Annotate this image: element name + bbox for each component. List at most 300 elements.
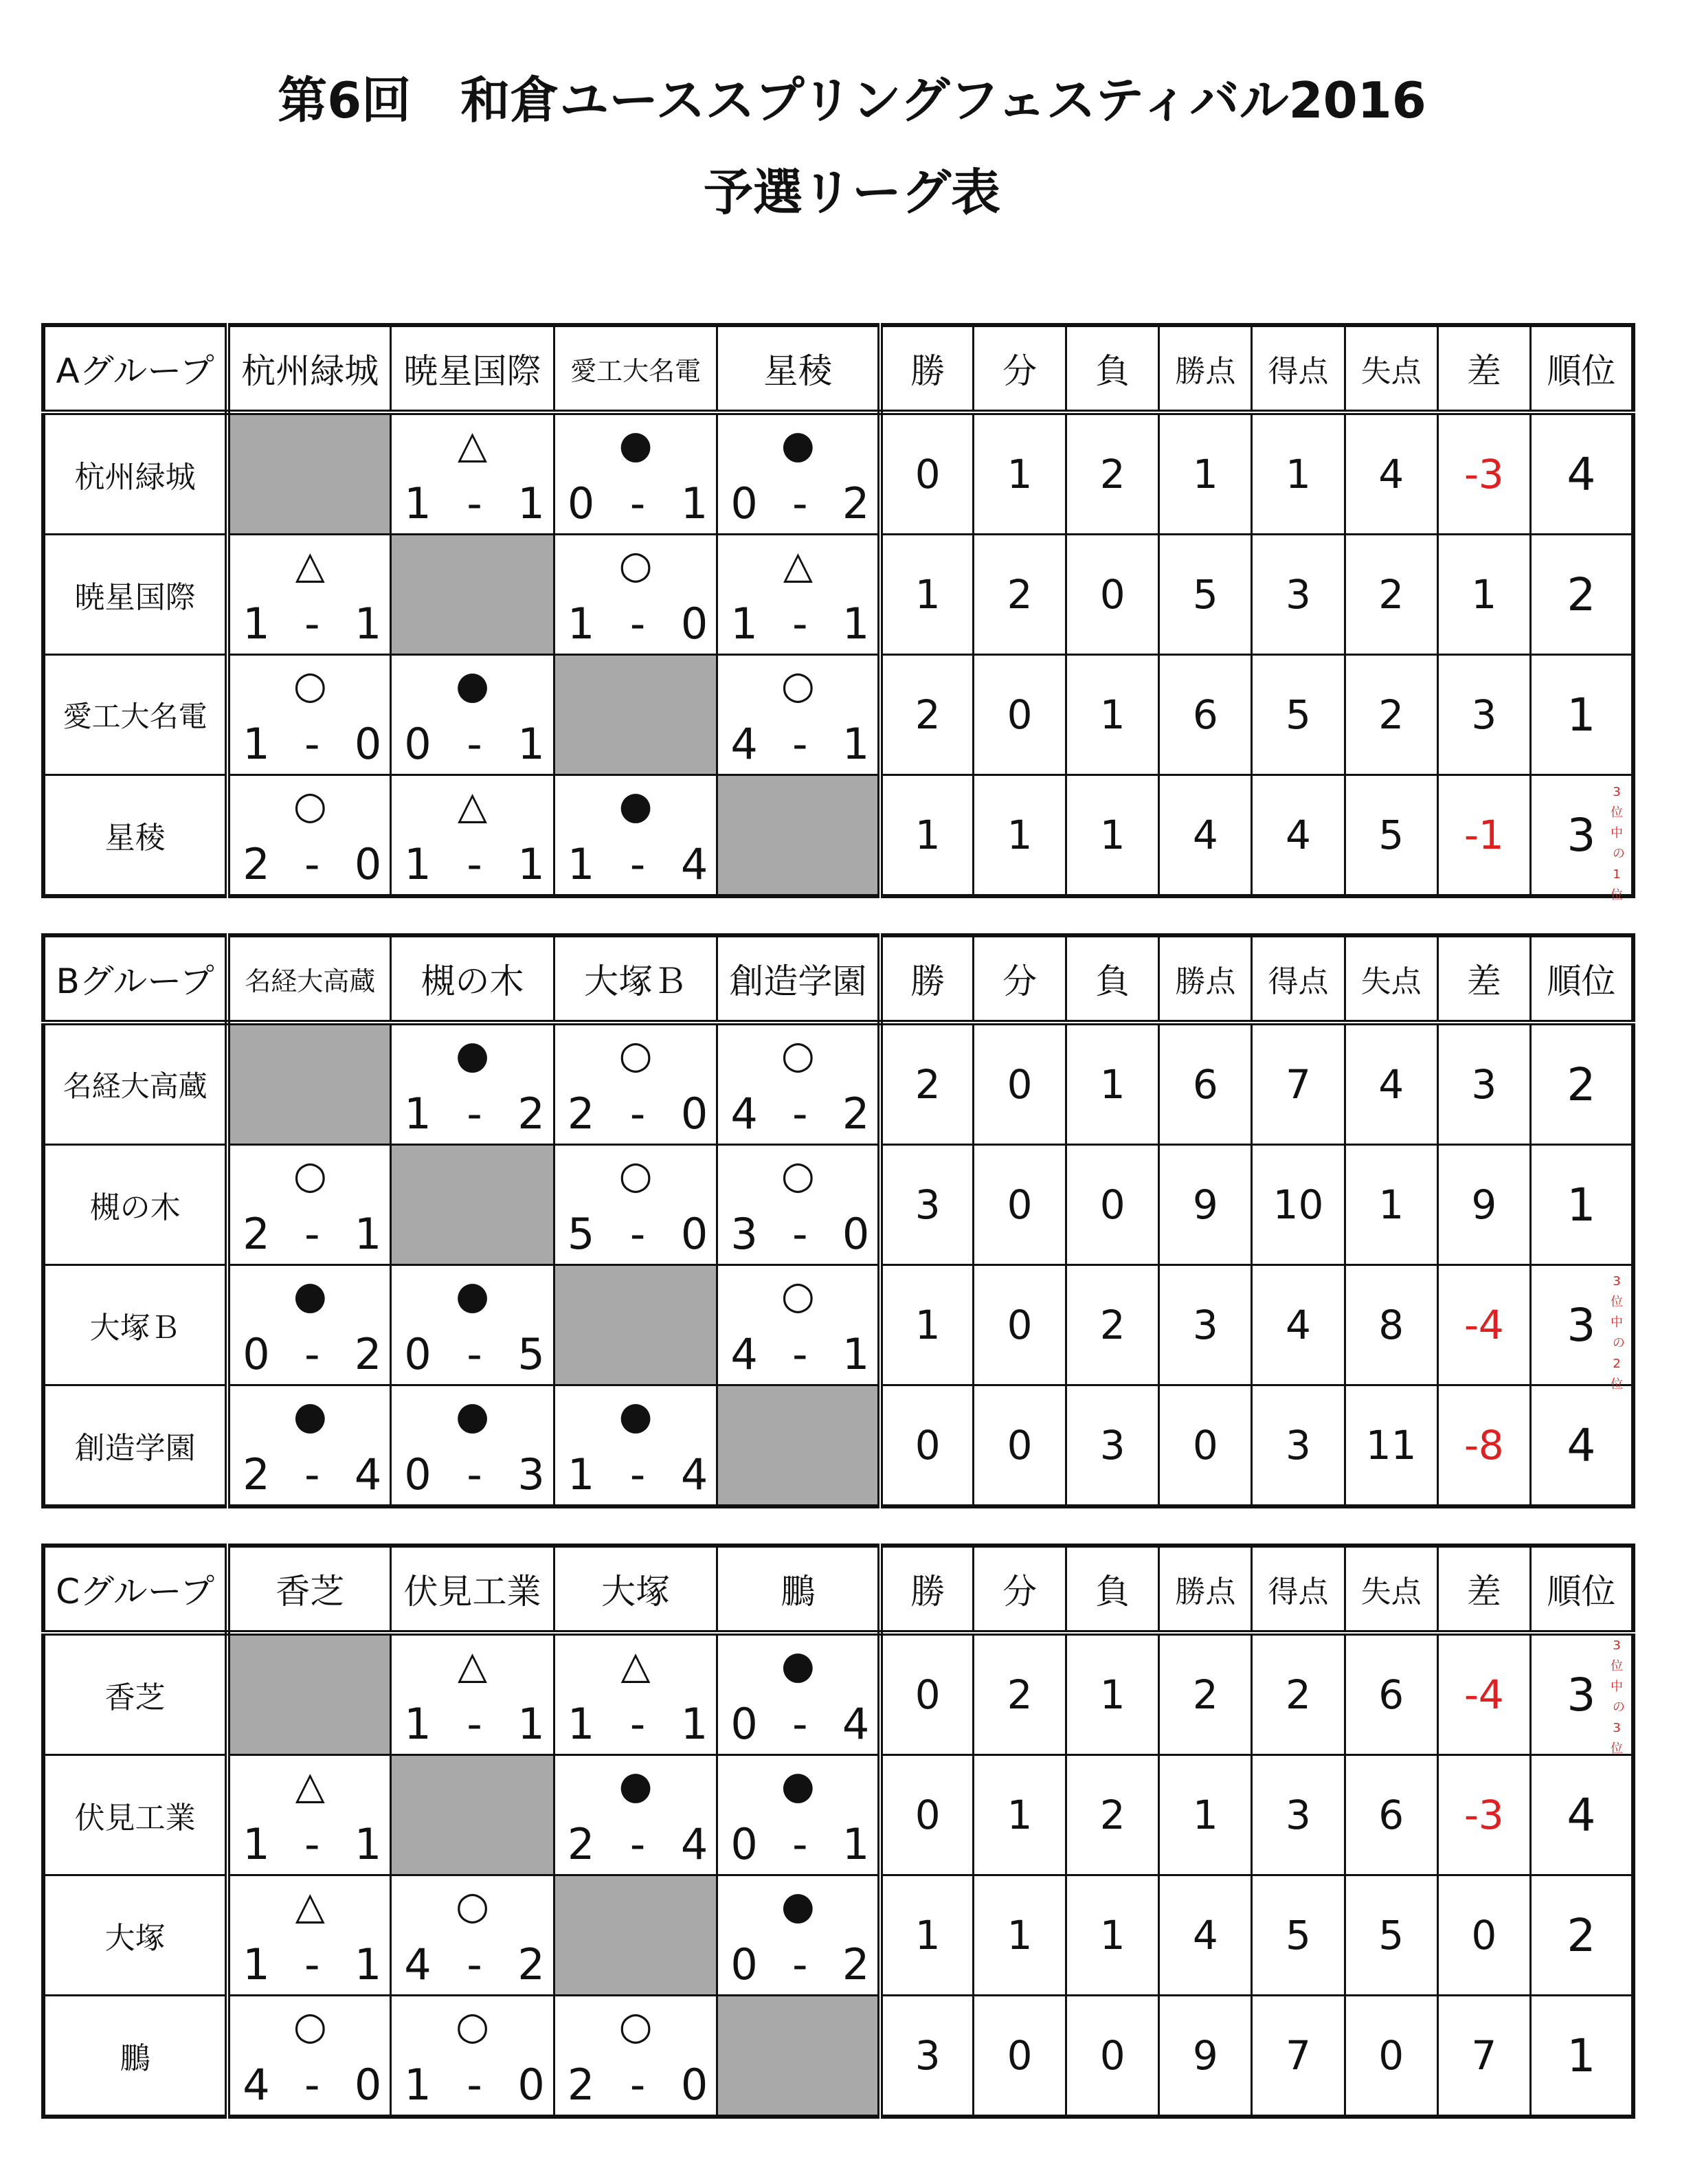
team-header: 暁星国際 <box>391 325 554 412</box>
stat-header: 得点 <box>1252 935 1345 1023</box>
score-separator: - <box>304 1939 320 1990</box>
goals-for: 4 <box>243 2060 270 2110</box>
self-match-cell <box>391 1145 554 1265</box>
score-separator: - <box>629 2060 646 2110</box>
stat-cell: 0 <box>880 1755 973 1875</box>
match-result-cell <box>391 775 554 897</box>
stat-cell: 3 <box>1252 1385 1345 1507</box>
score-separator: - <box>304 1329 320 1379</box>
stat-cell: 0 <box>974 1996 1066 2117</box>
match-result-cell <box>554 1755 717 1875</box>
stat-cell: 2 <box>974 535 1066 655</box>
header-row <box>43 1546 1633 1633</box>
stat-cell: 5 <box>1252 1875 1345 1996</box>
match-result-cell <box>391 1996 554 2117</box>
rank-cell: 4 <box>1530 1385 1633 1507</box>
row-team-name: 暁星国際 <box>43 535 227 655</box>
rank-cell: 3 <box>1530 1265 1633 1385</box>
result-mark: △ <box>295 543 325 588</box>
stat-header: 勝 <box>880 325 973 412</box>
goals-against: 0 <box>517 2060 545 2110</box>
stat-cell: 1 <box>880 535 973 655</box>
group-label: Cグループ <box>43 1546 227 1633</box>
goals-against: 2 <box>842 1939 870 1990</box>
self-match-cell <box>227 412 391 535</box>
goals-against: 1 <box>680 1699 708 1749</box>
score <box>730 1939 870 1990</box>
goals-for: 0 <box>730 1819 758 1869</box>
score-separator: - <box>629 1089 646 1139</box>
goals-for: 1 <box>567 1449 595 1500</box>
score-separator: - <box>792 1819 808 1869</box>
result-mark: ● <box>456 1273 489 1318</box>
match-result-cell <box>554 412 717 535</box>
goals-for: 1 <box>243 719 270 769</box>
score-separator: - <box>467 1939 482 1990</box>
stat-header: 順位 <box>1530 935 1633 1023</box>
stat-cell: 1 <box>974 1755 1066 1875</box>
match-result-cell <box>227 1265 391 1385</box>
stat-cell: 3 <box>1437 1023 1530 1145</box>
goals-for: 2 <box>243 1449 270 1500</box>
third-place-note: 3 位 中 の 3 位 <box>1611 1638 1625 1756</box>
goals-against: 2 <box>517 1939 545 1990</box>
group-table <box>41 933 1635 1508</box>
stat-cell: 0 <box>1159 1385 1252 1507</box>
score-separator: - <box>467 719 482 769</box>
stat-cell: 0 <box>974 655 1066 775</box>
goals-for: 3 <box>730 1209 758 1259</box>
score-separator: - <box>792 1939 808 1990</box>
stat-cell: 4 <box>1252 1265 1345 1385</box>
row-team-name: 大塚 <box>43 1875 227 1996</box>
third-place-note: 3 位 中 の 2 位 <box>1611 1274 1625 1392</box>
match-result-cell <box>717 535 881 655</box>
stat-cell: -3 <box>1437 412 1530 535</box>
score-separator: - <box>629 1819 646 1869</box>
stat-cell: 2 <box>1345 655 1437 775</box>
stat-cell: 10 <box>1252 1145 1345 1265</box>
rank-cell: 3 <box>1530 775 1633 897</box>
team-header: 創造学園 <box>717 935 881 1023</box>
goals-against: 1 <box>354 1819 382 1869</box>
rank-cell: 1 <box>1530 655 1633 775</box>
stat-cell: -4 <box>1437 1633 1530 1755</box>
stat-header: 失点 <box>1345 325 1437 412</box>
match-result-cell <box>391 1633 554 1755</box>
match-result-cell <box>391 655 554 775</box>
score-separator: - <box>304 839 320 889</box>
result-mark: ● <box>293 1394 327 1438</box>
result-mark: ● <box>618 1763 653 1808</box>
result-mark: ○ <box>618 543 653 588</box>
score <box>243 601 381 647</box>
result-mark: ○ <box>618 1033 653 1078</box>
result-mark: △ <box>295 1763 325 1808</box>
result-mark: ○ <box>293 663 327 708</box>
row-team-name: 伏見工業 <box>43 1755 227 1875</box>
table-row <box>43 775 1633 897</box>
match-result-cell <box>554 1145 717 1265</box>
table-row <box>43 655 1633 775</box>
stat-header: 順位 <box>1530 1546 1633 1633</box>
match-result-cell <box>554 775 717 897</box>
table-row <box>43 412 1633 535</box>
stat-cell: 0 <box>974 1145 1066 1265</box>
stat-cell: 1 <box>974 412 1066 535</box>
team-header: 杭州緑城 <box>227 325 391 412</box>
stat-cell: 11 <box>1345 1385 1437 1507</box>
stat-cell: 7 <box>1252 1023 1345 1145</box>
score-separator: - <box>629 1209 646 1259</box>
match-result-cell <box>554 535 717 655</box>
stat-header: 勝点 <box>1159 1546 1252 1633</box>
match-result-cell <box>554 1633 717 1755</box>
score <box>404 719 545 769</box>
table-row <box>43 535 1633 655</box>
stat-cell: 1 <box>1066 775 1159 897</box>
row-team-name: 大塚Ｂ <box>43 1265 227 1385</box>
stat-cell: 1 <box>1066 655 1159 775</box>
stat-cell: 0 <box>880 1385 973 1507</box>
team-header: 名経大高蔵 <box>227 935 391 1023</box>
goals-against: 2 <box>842 1089 870 1139</box>
stat-header: 負 <box>1066 935 1159 1023</box>
goals-for: 1 <box>404 1089 431 1139</box>
stat-cell: 3 <box>1252 535 1345 655</box>
goals-against: 1 <box>842 719 870 769</box>
goals-for: 4 <box>730 719 758 769</box>
stat-cell: 5 <box>1252 655 1345 775</box>
stat-cell: 2 <box>1345 535 1437 655</box>
score <box>730 719 870 769</box>
stat-cell: 5 <box>1345 775 1437 897</box>
score-separator: - <box>792 1089 808 1139</box>
table-row <box>43 1875 1633 1996</box>
match-result-cell <box>391 1265 554 1385</box>
score <box>567 478 708 528</box>
goals-against: 2 <box>842 478 870 528</box>
stat-header: 順位 <box>1530 325 1633 412</box>
goals-against: 2 <box>517 1089 545 1139</box>
stat-header: 得点 <box>1252 1546 1345 1633</box>
self-match-cell <box>554 1875 717 1996</box>
goals-against: 1 <box>842 1329 870 1379</box>
goals-for: 0 <box>404 1449 431 1500</box>
group-label: Aグループ <box>43 325 227 412</box>
score <box>243 1449 382 1500</box>
score-separator: - <box>304 1209 320 1259</box>
stat-cell: -8 <box>1437 1385 1530 1507</box>
goals-for: 2 <box>567 2060 595 2110</box>
result-mark: △ <box>783 543 813 588</box>
score-separator: - <box>304 719 320 769</box>
stat-cell: 2 <box>1066 1265 1159 1385</box>
stat-cell: 2 <box>1252 1633 1345 1755</box>
self-match-cell <box>227 1023 391 1145</box>
row-team-name: 杭州緑城 <box>43 412 227 535</box>
score <box>404 1449 545 1500</box>
stat-header: 分 <box>974 1546 1066 1633</box>
result-mark: ● <box>781 1763 815 1808</box>
result-mark: ○ <box>781 1033 815 1078</box>
page-subtitle: 予選リーグ表 <box>703 164 1000 221</box>
result-mark: ● <box>781 423 815 467</box>
score-separator: - <box>792 719 808 769</box>
stat-cell: 6 <box>1159 1023 1252 1145</box>
score <box>404 1329 545 1379</box>
stat-cell: 3 <box>1252 1755 1345 1875</box>
stat-cell: 0 <box>880 412 973 535</box>
goals-for: 1 <box>404 2060 431 2110</box>
team-header: 星稜 <box>717 325 881 412</box>
goals-for: 0 <box>243 1329 270 1379</box>
stat-cell: 1 <box>1252 412 1345 535</box>
header-row <box>43 935 1633 1023</box>
stat-cell: 4 <box>1345 1023 1437 1145</box>
score <box>567 839 708 889</box>
goals-against: 4 <box>842 1699 870 1749</box>
stat-cell: 9 <box>1159 1145 1252 1265</box>
score <box>730 1091 869 1137</box>
stat-cell: 1 <box>1066 1023 1159 1145</box>
match-result-cell <box>554 1996 717 2117</box>
team-header: 伏見工業 <box>391 1546 554 1633</box>
stat-cell: 0 <box>974 1385 1066 1507</box>
goals-against: 4 <box>354 1449 382 1500</box>
match-result-cell <box>227 1145 391 1265</box>
score-separator: - <box>629 839 646 889</box>
result-mark: △ <box>458 1643 488 1688</box>
goals-against: 1 <box>354 599 382 649</box>
result-mark: ○ <box>781 663 815 708</box>
third-place-note: 3 位 中 の 1 位 <box>1611 785 1625 902</box>
score-separator: - <box>467 1089 482 1139</box>
stat-header: 負 <box>1066 1546 1159 1633</box>
score-separator: - <box>792 478 808 528</box>
table-row <box>43 1633 1633 1755</box>
score <box>730 1819 870 1869</box>
score <box>730 1329 870 1379</box>
goals-for: 2 <box>567 1089 595 1139</box>
score <box>730 1209 870 1259</box>
table-row <box>43 1023 1633 1145</box>
stat-cell: 4 <box>1159 775 1252 897</box>
row-team-name: 愛工大名電 <box>43 655 227 775</box>
goals-against: 0 <box>354 839 382 889</box>
result-mark: △ <box>458 783 488 828</box>
stat-header: 差 <box>1437 935 1530 1023</box>
stat-header: 分 <box>974 935 1066 1023</box>
result-mark: ○ <box>781 1273 815 1318</box>
goals-for: 1 <box>404 1699 431 1749</box>
goals-against: 1 <box>517 839 545 889</box>
self-match-cell <box>227 1633 391 1755</box>
stat-header: 差 <box>1437 1546 1530 1633</box>
self-match-cell <box>554 1265 717 1385</box>
team-header: 香芝 <box>227 1546 391 1633</box>
stat-cell: 1 <box>880 1875 973 1996</box>
goals-for: 1 <box>730 599 758 649</box>
self-match-cell <box>717 1996 881 2117</box>
goals-against: 1 <box>842 599 870 649</box>
goals-against: 1 <box>517 1699 545 1749</box>
goals-for: 2 <box>567 1819 595 1869</box>
match-result-cell <box>717 1755 881 1875</box>
score <box>567 1209 708 1259</box>
goals-for: 2 <box>243 1209 270 1259</box>
stat-cell: 0 <box>880 1633 973 1755</box>
stat-cell: 0 <box>1066 535 1159 655</box>
table-row <box>43 1755 1633 1875</box>
score-separator: - <box>304 1449 320 1500</box>
self-match-cell <box>554 655 717 775</box>
stat-cell: 1 <box>880 1265 973 1385</box>
match-result-cell <box>227 1385 391 1507</box>
goals-for: 1 <box>567 599 595 649</box>
stat-cell: 0 <box>1066 1145 1159 1265</box>
goals-against: 1 <box>354 1209 382 1259</box>
result-mark: ○ <box>618 1153 653 1198</box>
result-mark: △ <box>620 1643 651 1688</box>
score-separator: - <box>304 2060 320 2110</box>
stat-header: 失点 <box>1345 935 1437 1023</box>
score <box>243 1209 382 1259</box>
goals-against: 1 <box>842 1819 870 1869</box>
match-result-cell <box>227 1755 391 1875</box>
rank-cell: 1 <box>1530 1996 1633 2117</box>
rank-cell: 3 <box>1530 1633 1633 1755</box>
stat-header: 得点 <box>1252 325 1345 412</box>
score <box>568 2062 708 2108</box>
stat-cell: 5 <box>1159 535 1252 655</box>
score-separator: - <box>467 1449 482 1500</box>
stat-cell: 2 <box>1066 1755 1159 1875</box>
stat-cell: -4 <box>1437 1265 1530 1385</box>
match-result-cell <box>717 655 881 775</box>
score <box>404 2062 545 2108</box>
group-table <box>41 323 1635 898</box>
score <box>730 1699 870 1749</box>
goals-for: 0 <box>567 478 595 528</box>
rank-cell: 1 <box>1530 1145 1633 1265</box>
match-result-cell <box>391 1875 554 1996</box>
goals-against: 0 <box>680 1089 708 1139</box>
stat-cell: 1 <box>974 1875 1066 1996</box>
result-mark: ● <box>781 1884 815 1928</box>
stat-cell: 1 <box>1159 1755 1252 1875</box>
score-separator: - <box>467 478 482 528</box>
score <box>404 1091 545 1137</box>
result-mark: ● <box>618 783 653 828</box>
score-separator: - <box>304 599 320 649</box>
match-result-cell <box>391 1385 554 1507</box>
rank-cell: 4 <box>1530 1755 1633 1875</box>
stat-cell: 0 <box>1345 1996 1437 2117</box>
stat-cell: 2 <box>1066 412 1159 535</box>
row-team-name: 鵬 <box>43 1996 227 2117</box>
rank-cell: 4 <box>1530 412 1633 535</box>
score <box>243 1939 382 1990</box>
goals-against: 2 <box>354 1329 382 1379</box>
stat-cell: 4 <box>1252 775 1345 897</box>
score-separator: - <box>467 2060 482 2110</box>
score <box>404 839 545 889</box>
rank-cell: 2 <box>1530 535 1633 655</box>
result-mark: ● <box>781 1643 815 1688</box>
row-team-name: 創造学園 <box>43 1385 227 1507</box>
result-mark: ○ <box>781 1153 815 1198</box>
match-result-cell <box>717 1633 881 1755</box>
score <box>568 1091 708 1137</box>
match-result-cell <box>717 1265 881 1385</box>
score <box>730 601 869 647</box>
result-mark: ○ <box>456 2004 489 2049</box>
stat-cell: 3 <box>880 1145 973 1265</box>
stat-cell: 5 <box>1345 1875 1437 1996</box>
goals-against: 0 <box>354 719 382 769</box>
goals-for: 0 <box>404 719 431 769</box>
table-row <box>43 1265 1633 1385</box>
stat-cell: 4 <box>1345 412 1437 535</box>
self-match-cell <box>717 775 881 897</box>
stat-cell: 3 <box>1437 655 1530 775</box>
stat-header: 勝 <box>880 1546 973 1633</box>
goals-against: 1 <box>354 1939 382 1990</box>
row-team-name: 星稜 <box>43 775 227 897</box>
stat-cell: 7 <box>1252 1996 1345 2117</box>
score <box>404 1699 545 1749</box>
result-mark: ○ <box>293 2004 327 2049</box>
goals-for: 2 <box>243 839 270 889</box>
stat-cell: 1 <box>1066 1875 1159 1996</box>
match-result-cell <box>227 655 391 775</box>
score <box>243 1329 382 1379</box>
result-mark: ○ <box>618 2004 653 2049</box>
score-separator: - <box>792 1209 808 1259</box>
score <box>568 601 708 647</box>
goals-for: 1 <box>243 1939 270 1990</box>
goals-against: 0 <box>680 1209 708 1259</box>
goals-against: 0 <box>680 599 708 649</box>
score-separator: - <box>629 599 646 649</box>
goals-for: 4 <box>730 1089 758 1139</box>
result-mark: ○ <box>293 1153 327 1198</box>
score <box>567 1449 708 1500</box>
stat-cell: 9 <box>1159 1996 1252 2117</box>
match-result-cell <box>554 1023 717 1145</box>
goals-for: 4 <box>404 1939 431 1990</box>
goals-against: 1 <box>680 478 708 528</box>
stat-header: 勝点 <box>1159 935 1252 1023</box>
match-result-cell <box>391 1023 554 1145</box>
result-mark: ● <box>456 1033 489 1078</box>
stat-header: 勝点 <box>1159 325 1252 412</box>
result-mark: ● <box>293 1273 327 1318</box>
team-header: 愛工大名電 <box>554 325 717 412</box>
team-header: 鵬 <box>717 1546 881 1633</box>
row-team-name: 香芝 <box>43 1633 227 1755</box>
score-separator: - <box>467 839 482 889</box>
stat-header: 失点 <box>1345 1546 1437 1633</box>
match-result-cell <box>391 412 554 535</box>
stat-cell: 8 <box>1345 1265 1437 1385</box>
stat-cell: 1 <box>1345 1145 1437 1265</box>
score <box>243 839 382 889</box>
stat-cell: 1 <box>1437 535 1530 655</box>
score <box>404 1939 545 1990</box>
match-result-cell <box>227 535 391 655</box>
